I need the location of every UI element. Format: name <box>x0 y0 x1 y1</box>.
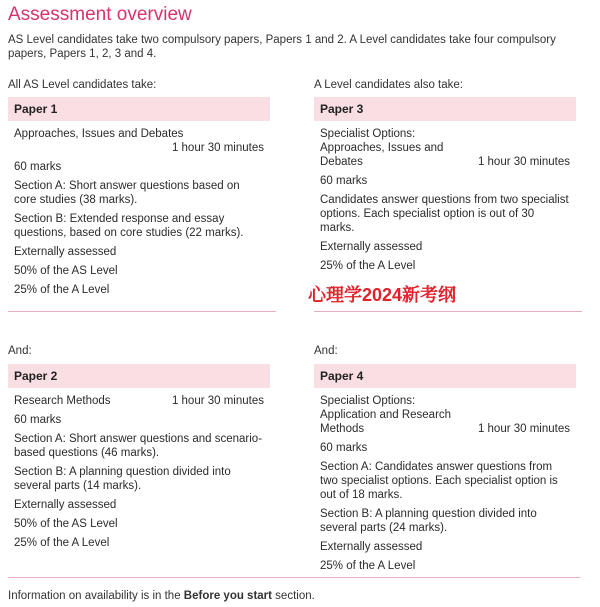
intro-text: AS Level candidates take two compulsory papers, Papers 1 and 2. A Level candidates take four compulsory papers, Papers 1, 2, 3 and 4. <box>8 34 556 60</box>
paper-1-section-b: Section B: Extended response and essay questions, based on core studies (22 marks). <box>14 213 244 239</box>
paper-4-heading: Paper 4 <box>314 364 576 388</box>
footer-suffix: section. <box>271 590 315 602</box>
page-title: Assessment overview <box>8 4 192 25</box>
paper-2-section-a: Section A: Short answer questions and scenario-based questions (46 marks). <box>14 433 263 459</box>
paper-2-box <box>8 364 270 550</box>
left-and-label: And: <box>8 345 32 357</box>
paper-3-duration: 1 hour 30 minutes <box>477 156 570 168</box>
watermark-text: 心理学2024新考纲 <box>308 285 457 305</box>
paper-1-box <box>8 97 270 297</box>
paper-4-section-b: Section B: A planning question divided into several parts (24 marks). <box>320 508 537 534</box>
paper-4-marks: 60 marks <box>320 442 368 454</box>
paper-3-heading: Paper 3 <box>314 97 576 121</box>
paper-3-box <box>314 97 576 273</box>
paper-1-name: Approaches, Issues and Debates <box>14 128 184 140</box>
paper-3-rule <box>314 311 582 312</box>
paper-3-assessed: Externally assessed <box>320 241 423 253</box>
paper-1-heading: Paper 1 <box>8 97 270 121</box>
right-column-label: A Level candidates also take: <box>314 79 463 91</box>
paper-4-name: Specialist Options: Application and Research Methods <box>320 395 452 435</box>
paper-1-section-a: Section A: Short answer questions based on core studies (38 marks). <box>14 180 240 206</box>
paper-4-section-a: Section A: Candidates answer questions from two specialist options. Each specialist option is out of 18 marks. <box>320 461 558 501</box>
right-and-label: And: <box>314 345 338 357</box>
paper-2-name: Research Methods <box>14 395 111 407</box>
paper-4-duration: 1 hour 30 minutes <box>477 423 570 435</box>
footer-text <box>8 590 315 602</box>
paper-2-marks: 60 marks <box>14 414 62 426</box>
paper-2-assessed: Externally assessed <box>14 499 117 511</box>
paper-4-box <box>314 364 576 573</box>
paper-2-section-b: Section B: A planning question divided into several parts (14 marks). <box>14 466 231 492</box>
paper-3-description: Candidates answer questions from two specialist options. Each specialist option is out of 30 marks. <box>320 194 569 234</box>
paper-1-duration: 1 hour 30 minutes <box>171 142 264 154</box>
paper-3-name: Specialist Options: Approaches, Issues and Debates <box>320 128 444 168</box>
paper-2-a-weight: 25% of the A Level <box>14 537 110 549</box>
footer-rule <box>8 577 580 578</box>
paper-2-as-weight: 50% of the AS Level <box>14 518 118 530</box>
left-column-label: All AS Level candidates take: <box>8 79 157 91</box>
paper-2-heading: Paper 2 <box>8 364 270 388</box>
paper-3-a-weight: 25% of the A Level <box>320 260 416 272</box>
paper-2-duration: 1 hour 30 minutes <box>171 395 264 407</box>
paper-1-rule <box>8 311 276 312</box>
paper-1-as-weight: 50% of the AS Level <box>14 265 118 277</box>
paper-1-a-weight: 25% of the A Level <box>14 284 110 296</box>
paper-4-assessed: Externally assessed <box>320 541 423 553</box>
footer-prefix: Information on availability is in the <box>8 590 184 602</box>
paper-1-marks: 60 marks <box>14 161 62 173</box>
paper-1-assessed: Externally assessed <box>14 246 117 258</box>
paper-4-a-weight: 25% of the A Level <box>320 560 416 572</box>
before-you-start-ref: Before you start <box>183 590 272 602</box>
paper-3-marks: 60 marks <box>320 175 368 187</box>
